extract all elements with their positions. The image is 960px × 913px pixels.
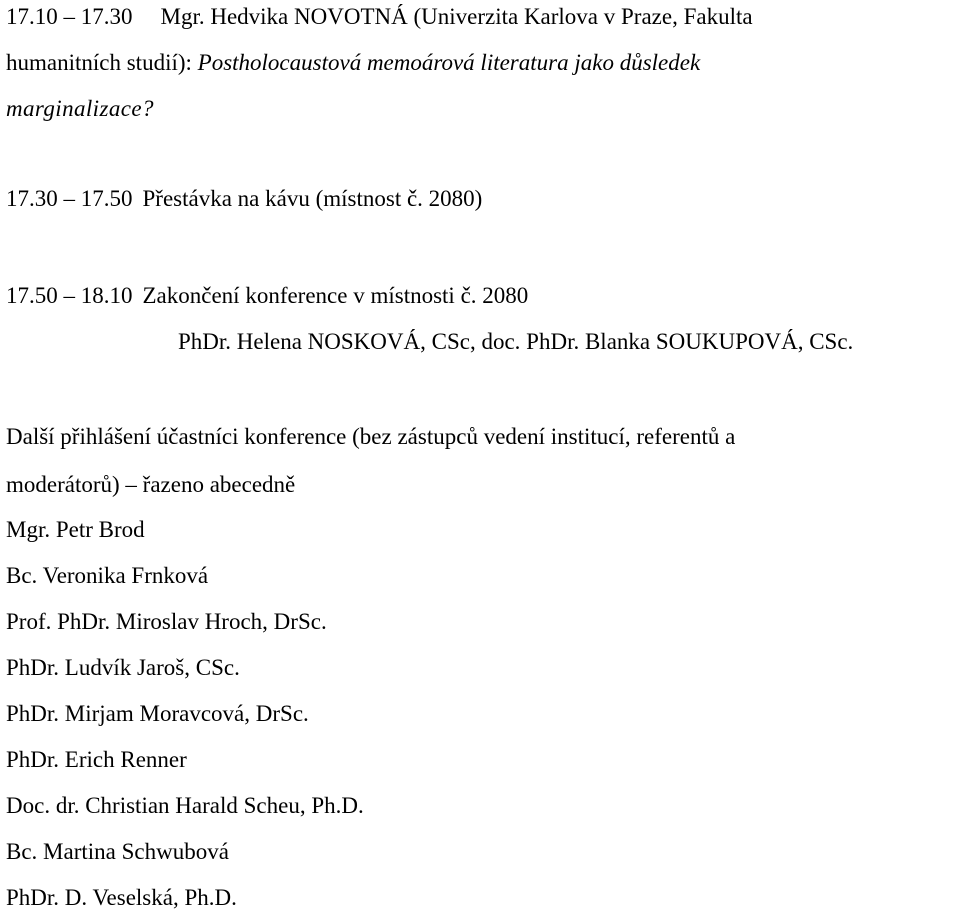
session-1-line <box>6 2 753 32</box>
participant-item: PhDr. Ludvík Jaroš, CSc. <box>6 655 240 680</box>
break-time-start: 17.30 <box>6 186 58 211</box>
session-1-title-cont: marginalizace? <box>6 96 154 121</box>
session-1-line-2 <box>6 48 700 78</box>
participants-heading-line-2: moderátorů) – řazeno abecedně <box>6 472 296 497</box>
participant-item: PhDr. Mirjam Moravcová, DrSc. <box>6 701 309 726</box>
closing-time-start: 17.50 <box>6 283 58 308</box>
participant-item: Doc. dr. Christian Harald Scheu, Ph.D. <box>6 793 364 818</box>
session-1-affiliation: humanitních studií): <box>6 50 192 75</box>
participant-item: PhDr. Erich Renner <box>6 747 187 772</box>
time-dash: – <box>63 4 75 29</box>
participant-item: Bc. Martina Schwubová <box>6 839 229 864</box>
closing-line <box>6 281 528 311</box>
break-time-end: 17.50 <box>80 186 133 211</box>
participants-heading <box>6 422 735 452</box>
closing-time-end: 18.10 <box>80 283 133 308</box>
participant-item: Mgr. Petr Brod <box>6 517 145 542</box>
session-1-time-end: 17.30 <box>80 4 133 29</box>
closing-text: Zakončení konference v místnosti č. 2080 <box>142 283 529 308</box>
session-1-line-3 <box>6 94 154 124</box>
participant-item: Bc. Veronika Frnková <box>6 563 209 588</box>
participants-heading-cont <box>6 470 295 500</box>
session-1-title: Postholocaustová memoárová literatura jako důsledek <box>197 50 701 75</box>
session-1-time-start: 17.10 <box>6 4 58 29</box>
time-dash: – <box>63 186 75 211</box>
participants-heading-line-1: Další přihlášení účastníci konference (bez zástupců vedení institucí, referentů a <box>6 424 736 449</box>
participant-item: Prof. PhDr. Miroslav Hroch, DrSc. <box>6 609 327 634</box>
closing-hosts-text: PhDr. Helena NOSKOVÁ, CSc, doc. PhDr. Blanka SOUKUPOVÁ, CSc. <box>178 329 854 354</box>
time-dash: – <box>63 283 75 308</box>
break-line <box>6 184 482 214</box>
participant-item: PhDr. D. Veselská, Ph.D. <box>6 885 237 910</box>
session-1-speaker: Mgr. Hedvika NOVOTNÁ (Univerzita Karlova v Praze, Fakulta <box>160 4 753 29</box>
closing-hosts <box>178 327 853 357</box>
break-text: Přestávka na kávu (místnost č. 2080) <box>142 186 483 211</box>
